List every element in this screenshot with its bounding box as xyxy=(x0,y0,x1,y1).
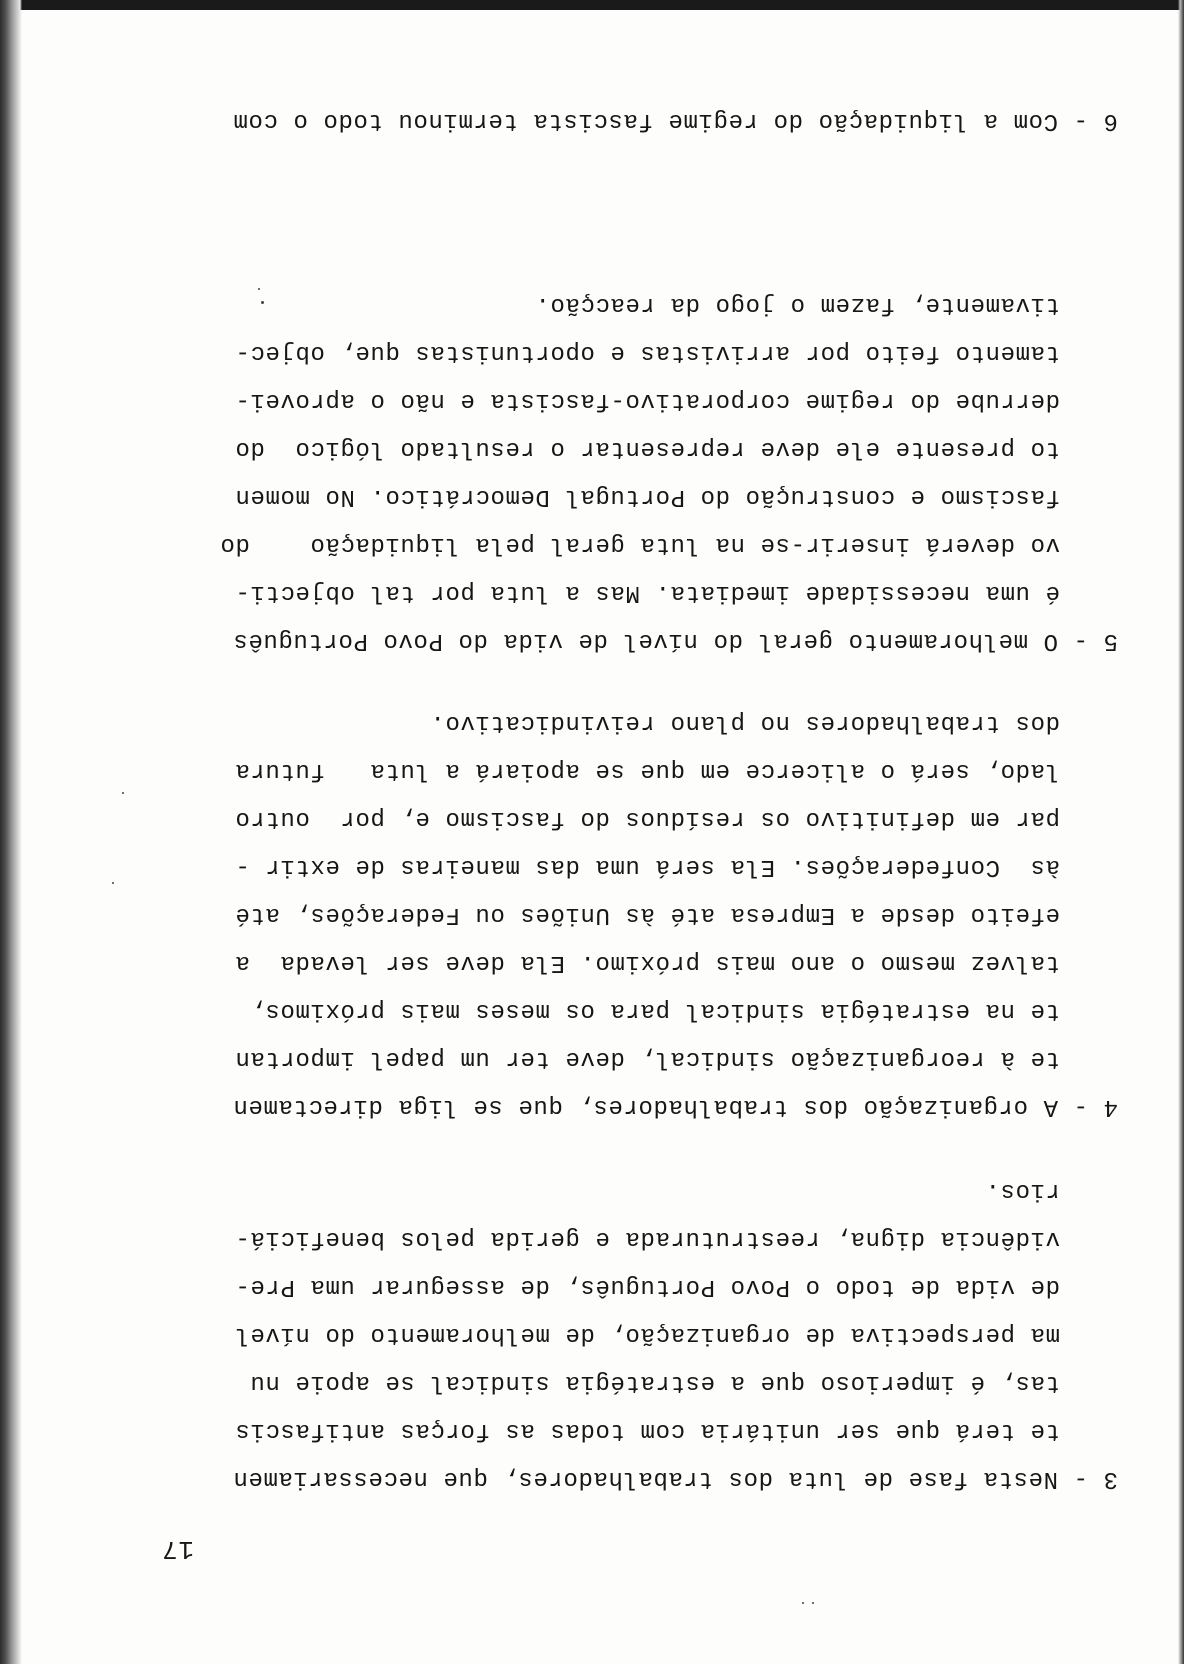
paragraph-5-line-5: to presente ele deve representar o resultado lógico do xyxy=(234,435,1060,462)
paragraph-3-line-5: de vida de todo o Povo Português, de assegurar uma Pre- xyxy=(234,1273,1060,1300)
scan-speck xyxy=(261,301,264,304)
paragraph-4-line-7: par em definitivo os resíduos do fascismo e, por outro xyxy=(234,805,1060,832)
paragraph-4-line-4: talvez mesmo o ano mais próximo. Ela deve ser levada a xyxy=(234,949,1060,976)
page-number: 17 xyxy=(161,1534,194,1564)
paragraph-3-line-4: ma perspectiva de organização, de melhoramento do nível xyxy=(234,1321,1060,1348)
paragraph-4-line-2: te à reorganização sindical, deve ter um papel importan xyxy=(234,1045,1060,1072)
paragraph-4-line-1: 4 - A organização dos trabalhadores, que se liga directamen xyxy=(232,1093,1118,1120)
paragraph-5-line-1: 5 - O melhoramento geral do nível de vida do Povo Português xyxy=(232,627,1118,654)
paragraph-3-line-7: rios. xyxy=(984,1177,1060,1204)
scan-speck xyxy=(258,288,260,290)
scan-speck xyxy=(122,792,124,794)
paragraph-4-line-8: lado, será o alicerce em que se apoiará a luta futura xyxy=(234,757,1060,784)
paragraph-3-line-1: 3 - Nesta fase de luta dos trabalhadores, que necessariamen xyxy=(232,1465,1118,1492)
paragraph-5-line-3: vo deverá inserir-se na luta geral pela liquidação do xyxy=(219,531,1060,558)
paragraph-4-line-5: efeito desde a Empresa até às Uniões ou Federações, até xyxy=(234,901,1060,928)
paragraph-5-line-6: derrube do regime corporativo-fascista e não o aprovei- xyxy=(234,387,1060,414)
scan-speck xyxy=(812,1602,814,1604)
paragraph-5-line-2: é uma necessidade imediata. Mas a luta por tal objecti- xyxy=(234,579,1060,606)
paragraph-3-line-3: tas, é imperioso que a estratégia sindical se apoie nu xyxy=(249,1369,1060,1396)
paragraph-3-line-6: vidência digna, reestruturada e gerida pelos beneficiá- xyxy=(234,1225,1060,1252)
paragraph-3-line-2: te terá que ser unitária com todas as forças antifascis xyxy=(234,1417,1060,1444)
paragraph-4-line-6: às Confederações. Ela será uma das maneiras de extir - xyxy=(234,853,1060,880)
scan-speck xyxy=(802,1602,804,1604)
paragraph-4-line-9: dos trabalhadores no plano reivindicativo. xyxy=(429,709,1060,736)
paragraph-5-line-7: tamento feito por arrivistas e oportunistas que, objec- xyxy=(234,339,1060,366)
scan-speck xyxy=(112,882,114,884)
paragraph-5-line-4: fascismo e construção do Portugal Democrático. No momen xyxy=(234,483,1060,510)
paragraph-4-line-3: te na estratégia sindical para os meses mais próximos, xyxy=(249,997,1060,1024)
paragraph-5-line-8: tivamente, fazem o jogo da reacção. xyxy=(534,291,1060,318)
paragraph-6-line-1: 6 - Com a liquidação do regime fascista terminou todo o com xyxy=(232,107,1118,134)
